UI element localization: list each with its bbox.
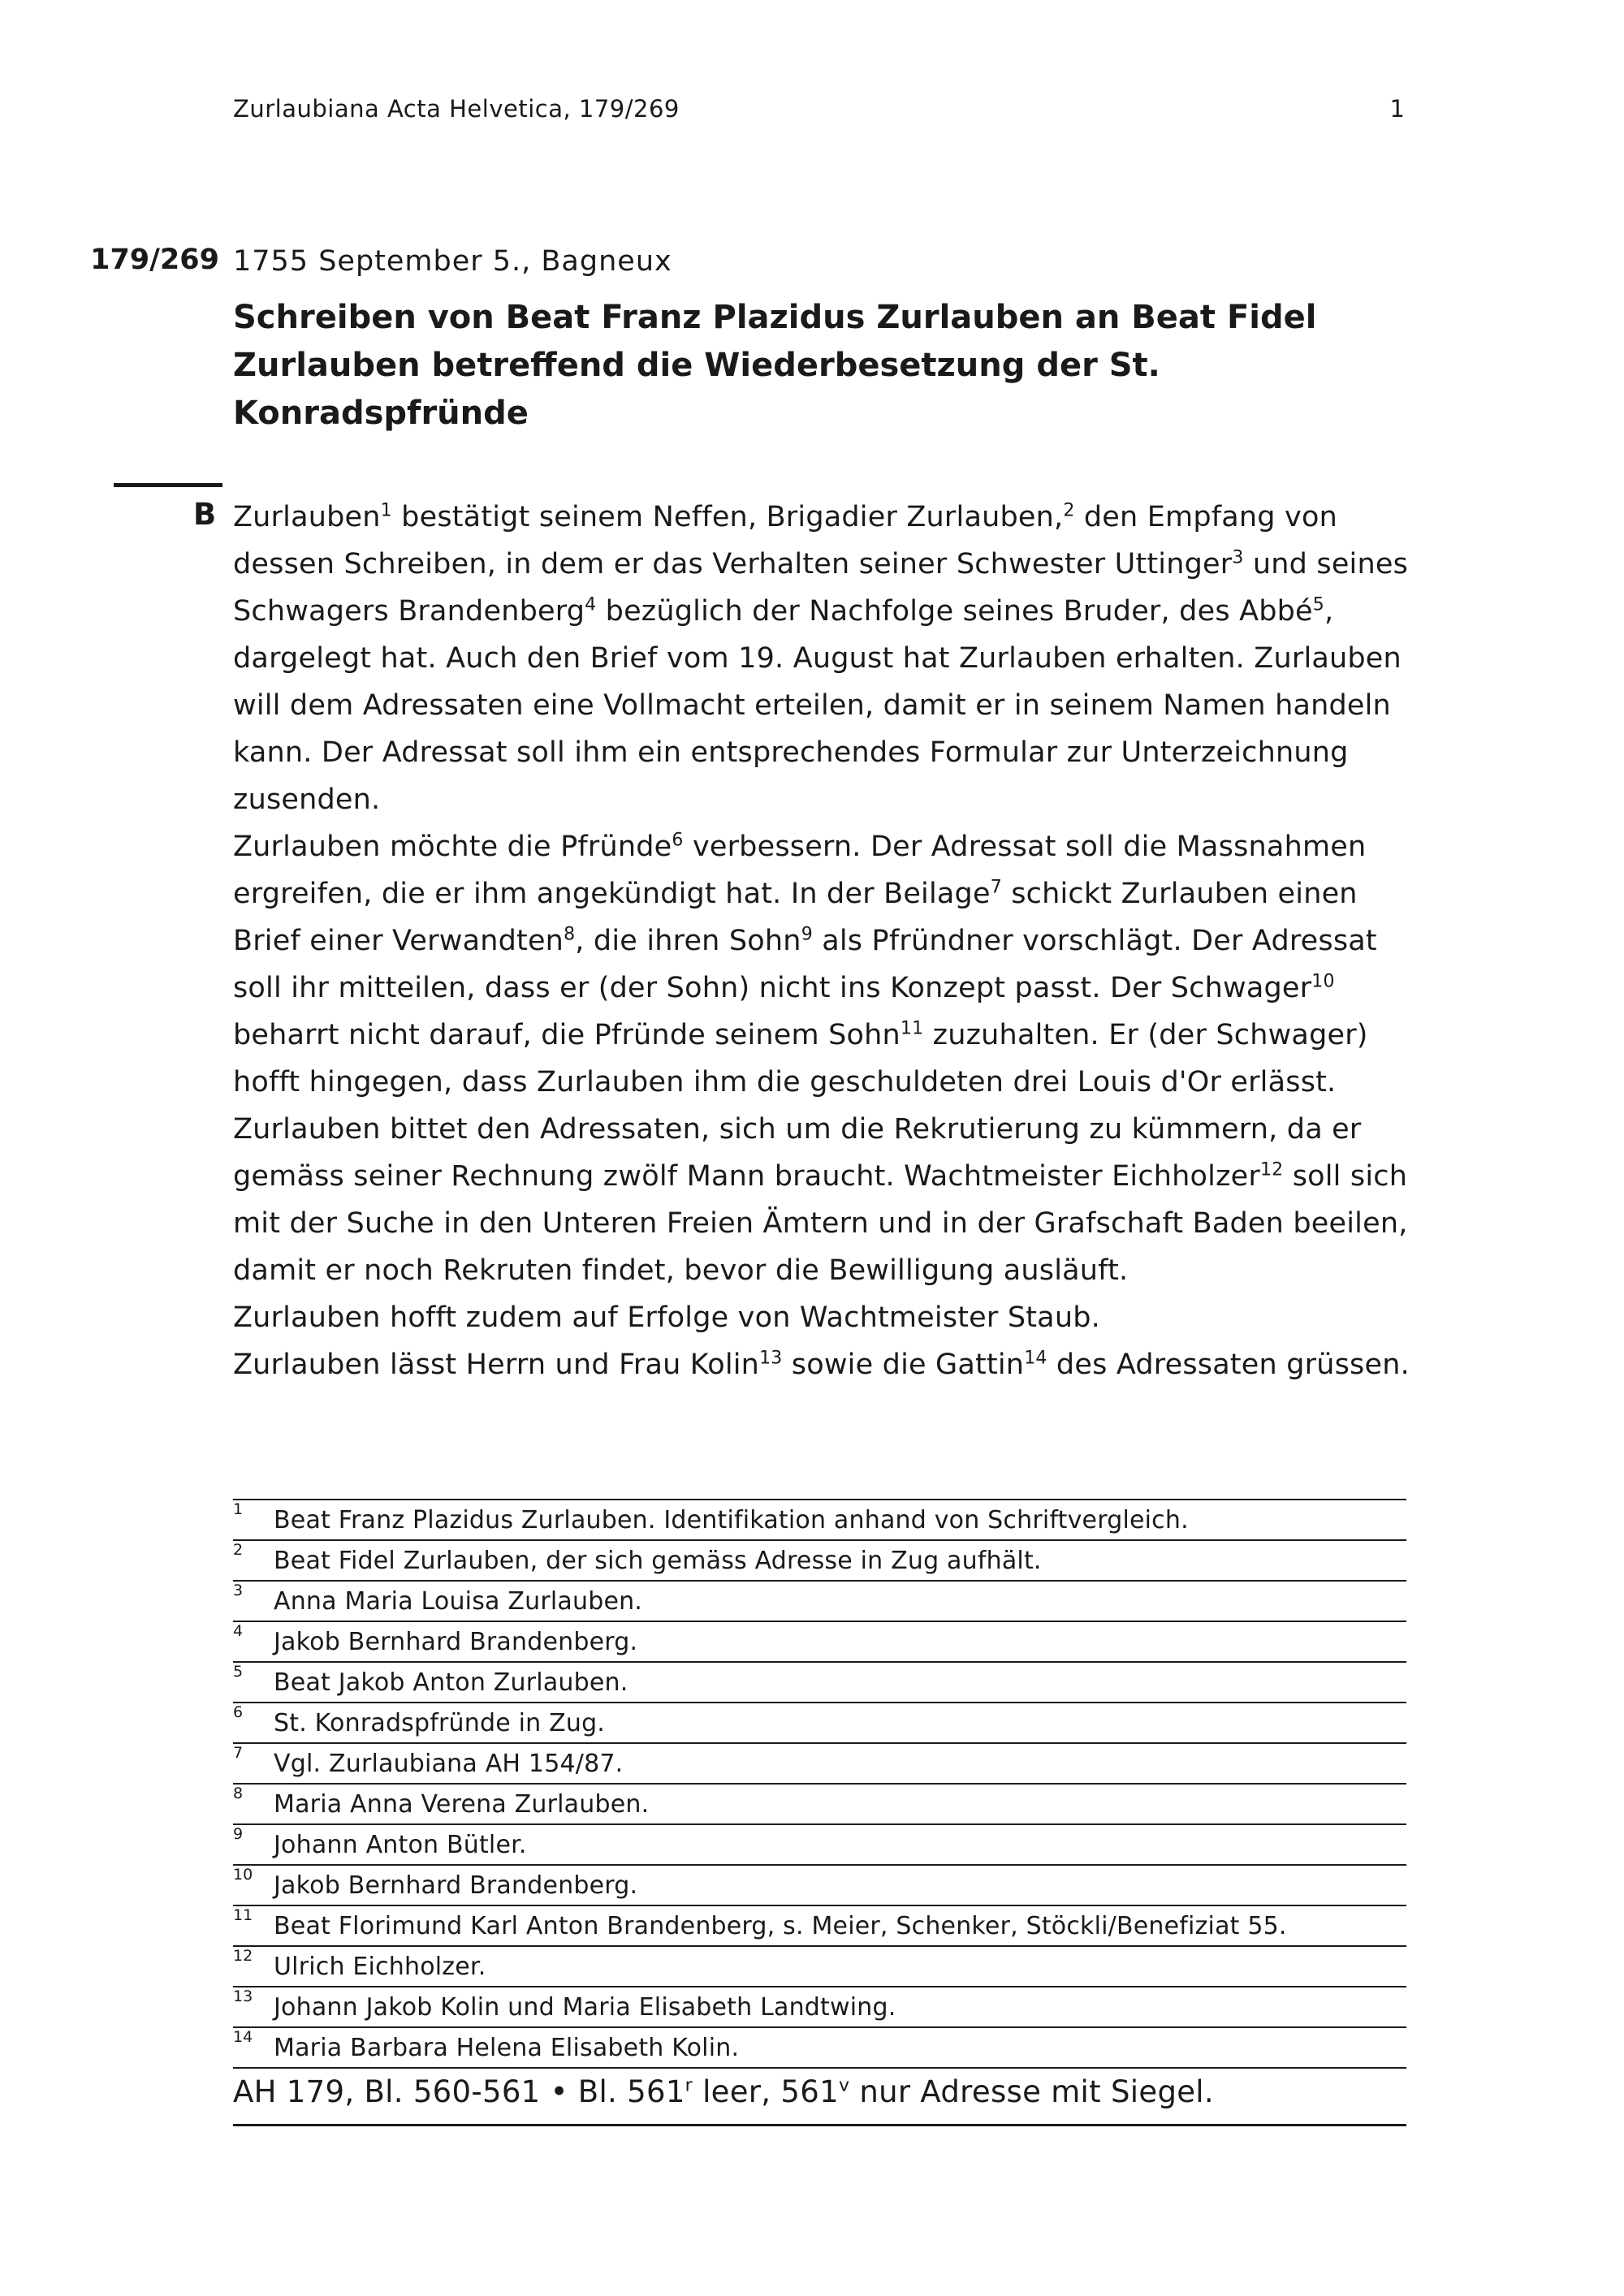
- footnote-text: Beat Jakob Anton Zurlauben.: [274, 1668, 628, 1697]
- running-header: Zurlaubiana Acta Helvetica, 179/269: [233, 95, 680, 123]
- text-run: beharrt nicht darauf, die Pfründe seinem Sohn: [233, 1019, 901, 1051]
- text-run: , dargelegt hat. Auch den Brief vom 19. August hat Zurlauben erhalten. Zurlauben will dem Adressaten eine Vollmacht erteilen, damit er in seinem Namen handeln kann. Der Adressat soll ihm ein entsprechendes Formular zur Unterzeichnung zusenden.: [233, 595, 1402, 816]
- footnote-item: [233, 1945, 1406, 1986]
- footnote-text: Johann Anton Bütler.: [274, 1831, 527, 1859]
- footnote-text: Ulrich Eichholzer.: [274, 1953, 486, 1981]
- footnote-item: [233, 1702, 1406, 1742]
- footnote-item: [233, 1986, 1406, 2026]
- text-run: Zurlauben: [233, 501, 381, 533]
- footnote-item: [233, 2026, 1406, 2067]
- source-part: AH 179, Bl. 560-561 • Bl. 561: [233, 2074, 685, 2109]
- footnote-number: 11: [233, 1906, 253, 1924]
- text-run: schickt Zurlauben einen Brief einer Verwandten: [233, 878, 1358, 957]
- footnote-number: 14: [233, 2028, 253, 2046]
- source-note: [233, 2067, 1406, 2126]
- text-run: und seines Schwagers Brandenberg: [233, 548, 1409, 628]
- paragraph-1: [233, 494, 1415, 823]
- footnote-text: Beat Florimund Karl Anton Brandenberg, s. Meier, Schenker, Stöckli/Benefiziat 55.: [274, 1912, 1287, 1940]
- text-run: den Empfang von dessen Schreiben, in dem er das Verhalten seiner Schwester Uttinger: [233, 501, 1337, 580]
- footnote-number: 2: [233, 1541, 244, 1559]
- source-part: leer, 561: [693, 2074, 839, 2109]
- footnote-item: [233, 1864, 1406, 1905]
- date-place: 1755 September 5., Bagneux: [233, 245, 672, 278]
- footnote-text: Anna Maria Louisa Zurlauben.: [274, 1587, 643, 1616]
- footnote-number: 3: [233, 1582, 244, 1599]
- footnote-number: 8: [233, 1785, 244, 1802]
- footnote-text: Jakob Bernhard Brandenberg.: [274, 1628, 638, 1656]
- footnote-number: 13: [233, 1987, 253, 2005]
- footnote-text: Beat Fidel Zurlauben, der sich gemäss Adresse in Zug aufhält.: [274, 1547, 1042, 1575]
- footnote-ref[interactable]: 12: [1259, 1159, 1284, 1180]
- document-number: 179/269: [90, 244, 219, 276]
- footnote-ref[interactable]: 13: [759, 1348, 783, 1369]
- footnote-item: [233, 1742, 1406, 1783]
- footnote-ref[interactable]: 7: [990, 877, 1002, 898]
- text-run: , die ihren Sohn: [575, 925, 801, 957]
- footnote-item: [233, 1539, 1406, 1580]
- footnote-item: [233, 1580, 1406, 1621]
- text-run: Zurlauben möchte die Pfründe: [233, 831, 672, 863]
- footnote-ref[interactable]: 14: [1024, 1348, 1047, 1369]
- text-run: soll sich mit der Suche in den Unteren Freien Ämtern und in der Grafschaft Baden beeilen, damit er noch Rekruten findet, bevor die Bewilligung ausläuft.: [233, 1160, 1408, 1287]
- footnote-ref[interactable]: 5: [1312, 594, 1324, 615]
- text-run: als Pfründner vorschlägt. Der Adressat soll ihr mitteilen, dass er (der Sohn) nicht ins Konzept passt. Der Schwager: [233, 925, 1377, 1004]
- text-run: bestätigt seinem Neffen, Brigadier Zurlauben,: [391, 501, 1064, 533]
- footnotes-list: [233, 1499, 1406, 2067]
- paragraph-4: [233, 1341, 1415, 1388]
- text-run: Zurlauben lässt Herrn und Frau Kolin: [233, 1349, 760, 1381]
- footnote-text: Jakob Bernhard Brandenberg.: [274, 1871, 638, 1900]
- footnote-item: [233, 1621, 1406, 1661]
- document-title: Schreiben von Beat Franz Plazidus Zurlauben an Beat Fidel Zurlauben betreffend die Wiederbesetzung der St. Konradspfründe: [233, 299, 1317, 432]
- regest-body: [233, 494, 1415, 1388]
- footnote-ref[interactable]: 6: [672, 830, 684, 851]
- footnote-number: 6: [233, 1703, 244, 1721]
- footnote-text: Johann Jakob Kolin und Maria Elisabeth Landtwing.: [274, 1993, 896, 2022]
- footnote-number: 5: [233, 1663, 244, 1681]
- footnote-ref[interactable]: 2: [1063, 500, 1075, 521]
- footnote-ref[interactable]: 3: [1232, 547, 1244, 568]
- footnote-item: [233, 1661, 1406, 1702]
- footnote-number: 10: [233, 1866, 253, 1884]
- footnote-text: Beat Franz Plazidus Zurlauben. Identifikation anhand von Schriftvergleich.: [274, 1506, 1189, 1534]
- text-run: des Adressaten grüssen.: [1047, 1349, 1410, 1381]
- footnote-number: 4: [233, 1622, 244, 1640]
- recto-mark: r: [685, 2075, 693, 2096]
- footnote-number: 9: [233, 1825, 244, 1843]
- footnote-ref[interactable]: 9: [801, 924, 813, 945]
- footnote-item: [233, 1499, 1406, 1539]
- footnote-number: 7: [233, 1744, 244, 1762]
- footnote-ref[interactable]: 8: [564, 924, 576, 945]
- footnote-ref[interactable]: 11: [900, 1018, 924, 1039]
- footnote-item: [233, 1783, 1406, 1823]
- footnote-ref[interactable]: 1: [380, 500, 392, 521]
- footnote-text: Maria Anna Verena Zurlauben.: [274, 1790, 650, 1819]
- footnote-item: [233, 1905, 1406, 1945]
- footnote-text: Maria Barbara Helena Elisabeth Kolin.: [274, 2034, 740, 2062]
- section-rule: [114, 483, 222, 487]
- paragraph-2: [233, 823, 1415, 1294]
- footnote-number: 1: [233, 1500, 244, 1518]
- verso-mark: v: [838, 2075, 850, 2096]
- source-text: [233, 2074, 1214, 2109]
- source-part: nur Adresse mit Siegel.: [849, 2074, 1214, 2109]
- page-number: 1: [1389, 95, 1405, 123]
- footnote-number: 12: [233, 1947, 253, 1965]
- footnote-text: St. Konradspfründe in Zug.: [274, 1709, 606, 1737]
- text-run: bezüglich der Nachfolge seines Bruder, des Abbé: [596, 595, 1313, 628]
- section-marker: B: [193, 497, 217, 532]
- footnote-text: Vgl. Zurlaubiana AH 154/87.: [274, 1750, 624, 1778]
- text-run: verbessern. Der Adressat soll die Massnahmen ergreifen, die er ihm angekündigt hat. In der Beilage: [233, 831, 1367, 910]
- footnote-item: [233, 1823, 1406, 1864]
- text-run: zuzuhalten. Er (der Schwager) hofft hingegen, dass Zurlauben ihm die geschuldeten drei Louis d'Or erlässt. Zurlauben bittet den Adressaten, sich um die Rekrutierung zu kümmern, da er gemäss seiner Rechnung zwölf Mann braucht. Wachtmeister Eichholzer: [233, 1019, 1368, 1193]
- footnote-ref[interactable]: 10: [1311, 971, 1335, 992]
- footnote-ref[interactable]: 4: [585, 594, 597, 615]
- text-run: sowie die Gattin: [782, 1349, 1025, 1381]
- paragraph-3: Zurlauben hofft zudem auf Erfolge von Wachtmeister Staub.: [233, 1301, 1100, 1334]
